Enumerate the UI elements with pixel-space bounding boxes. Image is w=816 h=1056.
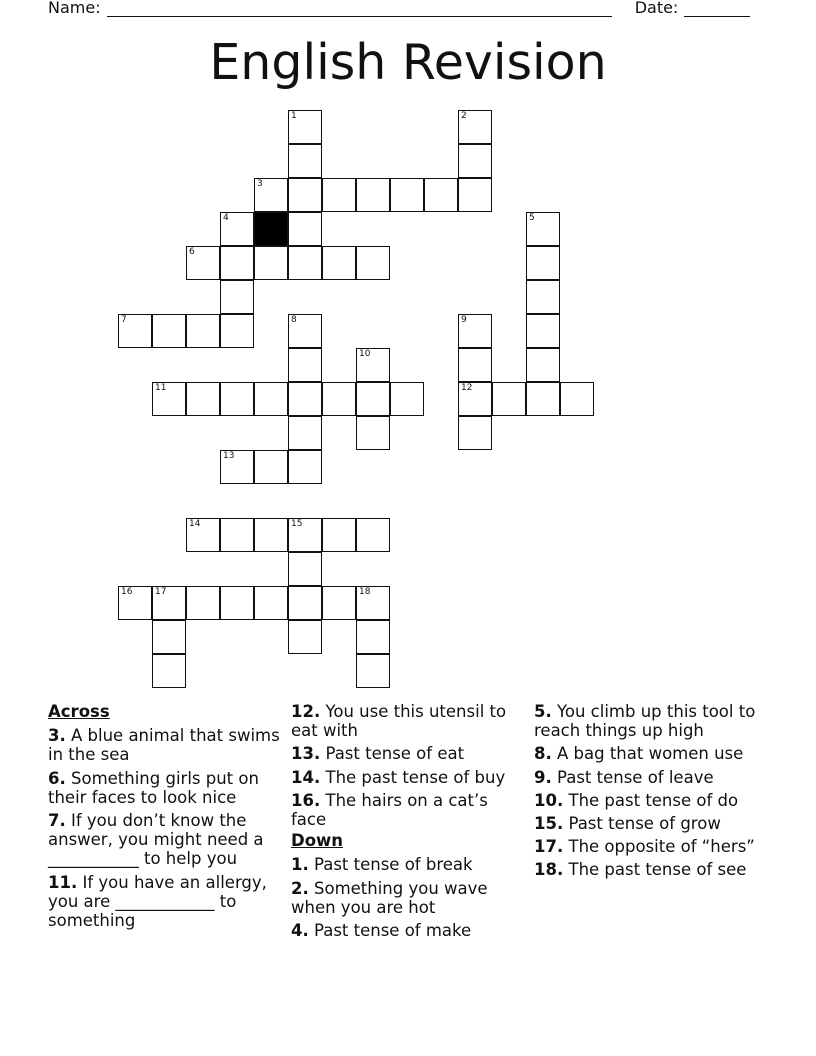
clue-text: Something you wave when you are hot xyxy=(291,878,488,917)
grid-cell[interactable] xyxy=(424,178,458,212)
clue-number: 8 xyxy=(291,315,297,325)
grid-cell[interactable] xyxy=(322,246,356,280)
grid-cell[interactable] xyxy=(526,382,560,416)
clue-item xyxy=(534,702,770,740)
clue-text: The past tense of buy xyxy=(325,767,506,787)
grid-cell[interactable] xyxy=(152,620,186,654)
down-clue-list xyxy=(291,855,527,940)
grid-cell[interactable] xyxy=(322,178,356,212)
clue-text: Past tense of break xyxy=(314,855,473,875)
grid-cell[interactable] xyxy=(254,450,288,484)
clue-text: The past tense of see xyxy=(568,860,747,880)
grid-cell[interactable] xyxy=(118,314,152,348)
clue-item xyxy=(534,768,770,787)
clue-number: 4. xyxy=(291,921,309,941)
clue-text: Past tense of leave xyxy=(557,767,714,787)
grid-cell[interactable] xyxy=(560,382,594,416)
grid-cell[interactable] xyxy=(288,416,322,450)
grid-cell[interactable] xyxy=(458,416,492,450)
clue-item xyxy=(534,744,770,763)
grid-cell[interactable] xyxy=(254,246,288,280)
grid-cell[interactable] xyxy=(186,586,220,620)
grid-cell[interactable] xyxy=(254,178,288,212)
clue-number: 5 xyxy=(529,213,535,223)
clue-item xyxy=(291,879,527,917)
grid-cell[interactable] xyxy=(526,314,560,348)
clue-number: 17. xyxy=(534,837,564,857)
grid-cell[interactable] xyxy=(220,518,254,552)
clue-item xyxy=(291,744,527,763)
grid-cell[interactable] xyxy=(186,382,220,416)
grid-cell[interactable] xyxy=(288,450,322,484)
clue-text: Past tense of eat xyxy=(325,744,465,764)
clue-number: 15 xyxy=(291,519,303,529)
grid-cell[interactable] xyxy=(458,110,492,144)
grid-cell[interactable] xyxy=(220,280,254,314)
clue-number: 1. xyxy=(291,855,309,875)
clue-text: The opposite of “hers” xyxy=(568,837,755,857)
grid-cell[interactable] xyxy=(322,518,356,552)
grid-cell[interactable] xyxy=(220,382,254,416)
clue-number: 1 xyxy=(291,111,297,121)
clue-text: The hairs on a cat’s face xyxy=(291,790,488,830)
clue-item xyxy=(291,702,527,740)
grid-cell[interactable] xyxy=(152,314,186,348)
grid-cell[interactable] xyxy=(356,382,390,416)
clue-number: 15. xyxy=(534,814,564,834)
clue-text: Past tense of grow xyxy=(568,814,721,834)
name-label: Name: xyxy=(48,0,101,17)
grid-cell[interactable] xyxy=(288,178,322,212)
grid-cell[interactable] xyxy=(526,348,560,382)
clue-number: 9 xyxy=(461,315,467,325)
grid-cell[interactable] xyxy=(288,212,322,246)
clue-text: If you have an allergy, you are ____________ to something xyxy=(48,872,267,931)
grid-cell[interactable] xyxy=(458,178,492,212)
black-cell xyxy=(254,212,288,246)
clue-number: 2 xyxy=(461,111,467,121)
clue-number: 11. xyxy=(48,872,78,892)
clue-number: 12 xyxy=(461,383,473,393)
clue-item xyxy=(48,726,284,764)
grid-cell[interactable] xyxy=(288,382,322,416)
clue-item xyxy=(291,768,527,787)
clue-number: 10 xyxy=(359,349,371,359)
grid-cell[interactable] xyxy=(288,144,322,178)
grid-cell[interactable] xyxy=(458,314,492,348)
grid-cell[interactable] xyxy=(288,348,322,382)
down-clue-list-continued xyxy=(534,702,770,880)
clue-number: 6. xyxy=(48,768,66,788)
grid-cell[interactable] xyxy=(220,586,254,620)
across-clue-list xyxy=(48,726,284,930)
grid-cell[interactable] xyxy=(390,382,424,416)
down-heading: Down xyxy=(291,831,344,851)
clue-number: 16. xyxy=(291,790,321,810)
clue-item xyxy=(291,855,527,874)
clue-text: You climb up this tool to reach things up high xyxy=(534,702,756,741)
grid-cell[interactable] xyxy=(526,280,560,314)
clue-text: You use this utensil to eat with xyxy=(291,702,507,741)
grid-cell[interactable] xyxy=(288,518,322,552)
grid-cell[interactable] xyxy=(186,246,220,280)
grid-cell[interactable] xyxy=(526,212,560,246)
clue-item xyxy=(534,860,770,879)
grid-cell[interactable] xyxy=(254,382,288,416)
clue-number: 10. xyxy=(534,790,564,810)
grid-cell[interactable] xyxy=(390,178,424,212)
grid-cell[interactable] xyxy=(152,382,186,416)
clue-number: 3. xyxy=(48,726,66,746)
clue-item xyxy=(48,811,284,869)
grid-cell[interactable] xyxy=(356,620,390,654)
grid-cell[interactable] xyxy=(356,416,390,450)
grid-cell[interactable] xyxy=(220,246,254,280)
clue-item xyxy=(534,814,770,833)
clue-number: 18 xyxy=(359,587,371,597)
clue-text: The past tense of do xyxy=(568,790,739,810)
grid-cell[interactable] xyxy=(186,314,220,348)
grid-cell[interactable] xyxy=(254,586,288,620)
clues-column-3 xyxy=(534,702,770,884)
grid-cell[interactable] xyxy=(458,382,492,416)
clue-item xyxy=(534,791,770,810)
grid-cell[interactable] xyxy=(288,552,322,586)
grid-cell[interactable] xyxy=(288,314,322,348)
grid-cell[interactable] xyxy=(288,246,322,280)
clue-number: 17 xyxy=(155,587,167,597)
grid-cell[interactable] xyxy=(458,348,492,382)
clue-item xyxy=(534,837,770,856)
grid-cell[interactable] xyxy=(526,246,560,280)
across-heading: Across xyxy=(48,702,110,721)
grid-cell[interactable] xyxy=(458,144,492,178)
grid-cell[interactable] xyxy=(118,586,152,620)
clue-item xyxy=(48,769,284,807)
clue-number: 6 xyxy=(189,247,195,257)
grid-cell[interactable] xyxy=(356,348,390,382)
page-title: English Revision xyxy=(209,34,607,91)
grid-cell[interactable] xyxy=(356,246,390,280)
clue-text: Something girls put on their faces to look nice xyxy=(48,768,259,807)
grid-cell[interactable] xyxy=(356,586,390,620)
grid-cell[interactable] xyxy=(152,654,186,688)
grid-cell[interactable] xyxy=(492,382,526,416)
grid-cell[interactable] xyxy=(220,212,254,246)
clue-number: 7. xyxy=(48,811,66,831)
clue-number: 3 xyxy=(257,179,263,189)
grid-cell[interactable] xyxy=(220,314,254,348)
clue-text: A bag that women use xyxy=(557,744,744,764)
clue-text: If you don’t know the answer, you might need a ___________ to help you xyxy=(48,811,264,869)
clues-column-1 xyxy=(48,702,284,934)
clue-text: Past tense of make xyxy=(314,921,472,941)
grid-cell[interactable] xyxy=(254,518,288,552)
clue-number: 4 xyxy=(223,213,229,223)
clue-number: 14. xyxy=(291,767,321,787)
grid-cell[interactable] xyxy=(322,586,356,620)
clue-number: 5. xyxy=(534,702,552,721)
clue-number: 12. xyxy=(291,702,321,721)
clue-number: 13. xyxy=(291,744,321,764)
date-label: Date: xyxy=(634,0,679,17)
grid-cell[interactable] xyxy=(288,620,322,654)
clue-number: 2. xyxy=(291,878,309,898)
clue-number: 13 xyxy=(223,451,235,461)
grid-cell[interactable] xyxy=(288,110,322,144)
clue-number: 14 xyxy=(189,519,201,529)
clue-number: 9. xyxy=(534,767,552,787)
clue-text: A blue animal that swims in the sea xyxy=(48,726,280,765)
clue-number: 16 xyxy=(121,587,133,597)
clue-number: 8. xyxy=(534,744,552,764)
across-clue-list-continued xyxy=(291,702,527,829)
grid-cell[interactable] xyxy=(220,450,254,484)
clue-item xyxy=(291,791,527,829)
grid-cell[interactable] xyxy=(356,178,390,212)
clue-number: 18. xyxy=(534,860,564,880)
clue-number: 7 xyxy=(121,315,127,325)
clue-number: 11 xyxy=(155,383,167,393)
clue-item xyxy=(48,873,284,931)
grid-cell[interactable] xyxy=(322,382,356,416)
clues-column-2 xyxy=(291,702,527,944)
grid-cell[interactable] xyxy=(288,586,322,620)
grid-cell[interactable] xyxy=(356,518,390,552)
grid-cell[interactable] xyxy=(356,654,390,688)
clue-item xyxy=(291,921,527,940)
grid-cell[interactable] xyxy=(152,586,186,620)
grid-cell[interactable] xyxy=(186,518,220,552)
